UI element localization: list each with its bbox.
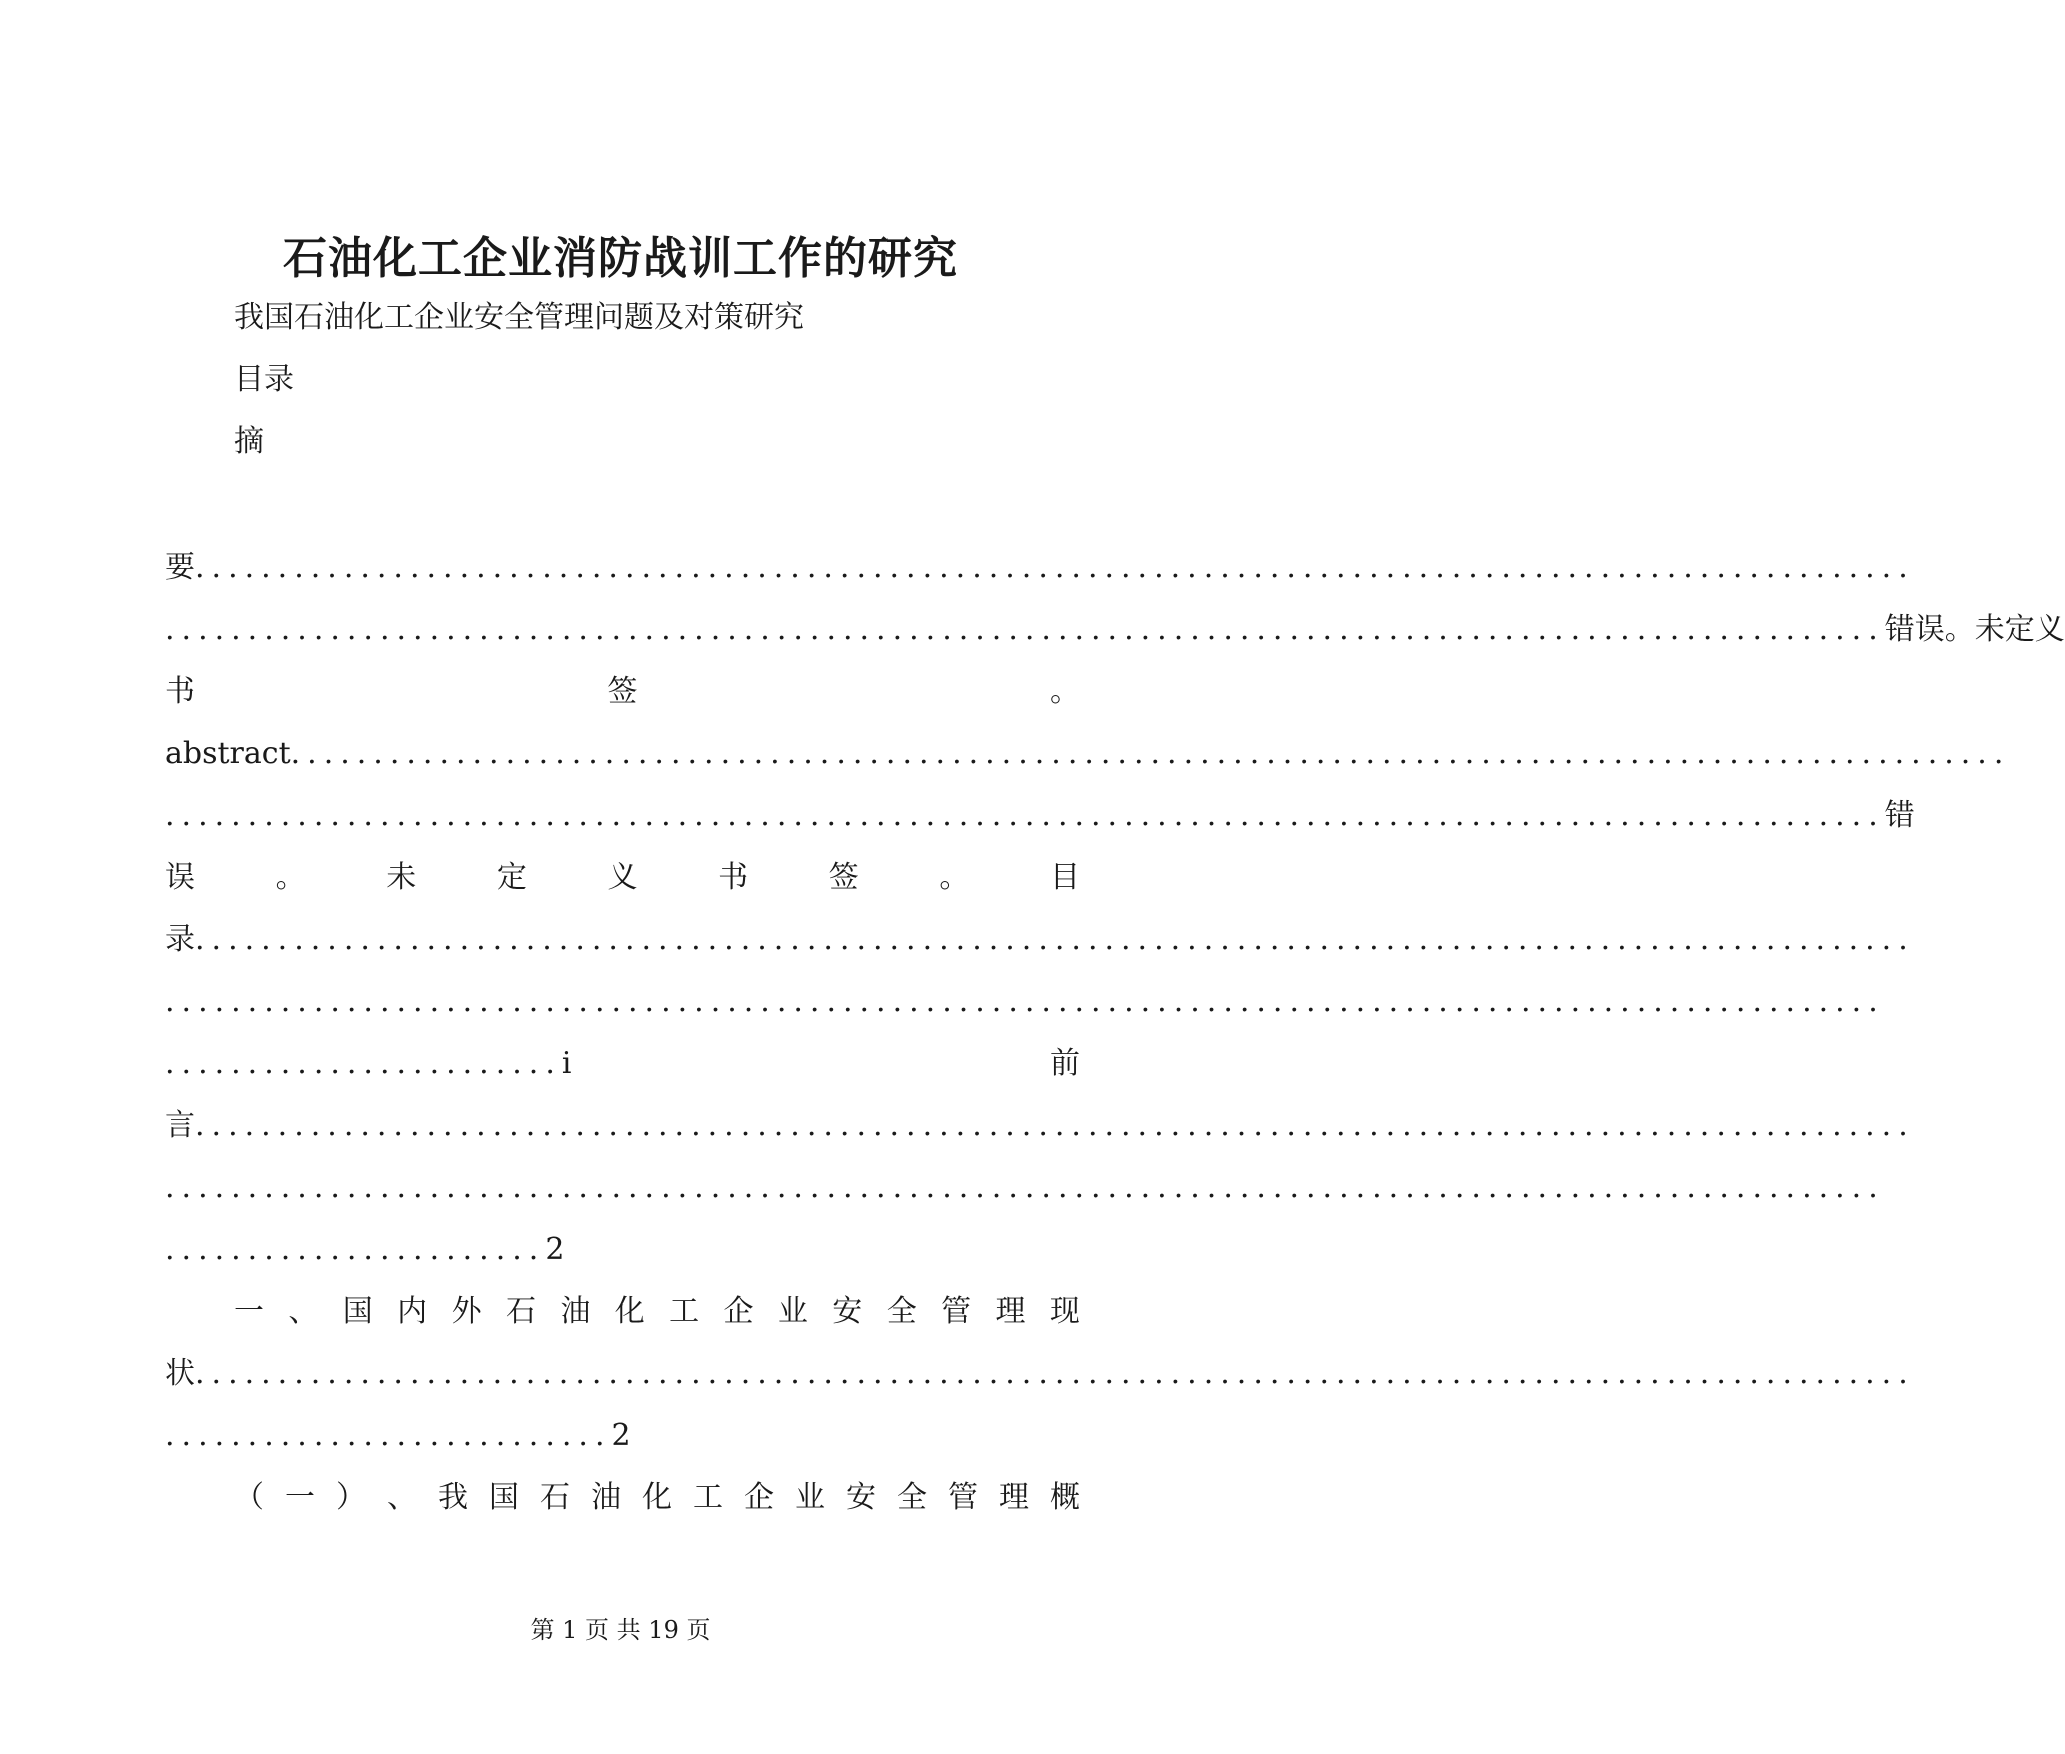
toc-leader-dots: ........................................................................................................ <box>195 550 1915 585</box>
toc-char: 企 <box>744 1480 774 1515</box>
toc-char: 工 <box>693 1480 723 1515</box>
toc-char: 误 <box>165 860 195 895</box>
toc-leader-dots: ........................................................................................................ <box>165 798 1885 833</box>
toc-char: 现 <box>1049 1294 1080 1329</box>
toc-char: 、 <box>387 1480 417 1515</box>
toc-line <box>165 610 2065 650</box>
toc-page-number: 2 <box>611 1418 631 1453</box>
toc-line <box>165 982 1885 1022</box>
toc-char: 我 <box>438 1480 468 1515</box>
toc-char: 全 <box>897 1480 927 1515</box>
toc-leader-dots: ....................... <box>165 1232 546 1267</box>
toc-char: 安 <box>846 1480 876 1515</box>
toc-char: 。 <box>1050 674 1080 709</box>
toc-char: 油 <box>560 1294 591 1329</box>
toc-char: 石 <box>505 1294 536 1329</box>
toc-char: 化 <box>642 1480 672 1515</box>
toc-leader-dots: ........................ <box>165 1046 562 1081</box>
toc-char: ） <box>336 1480 366 1515</box>
toc-char: 一 <box>285 1480 315 1515</box>
toc-line <box>165 1044 1080 1084</box>
page-footer: 第 1 页 共 19 页 <box>530 1616 711 1644</box>
toc-char: 言 <box>165 1108 195 1143</box>
toc-leader-dots: ........................................................................................................ <box>195 922 1915 957</box>
toc-char: 前 <box>1050 1046 1080 1081</box>
toc-error-text: 错误。未定义 <box>1884 612 2065 647</box>
toc-char: 安 <box>832 1294 863 1329</box>
toc-heading: 目录 <box>234 362 294 397</box>
toc-char: 错 <box>1884 798 1915 833</box>
toc-section-heading <box>234 1292 1080 1332</box>
toc-char: 义 <box>607 860 638 895</box>
toc-line <box>165 796 1915 836</box>
toc-char: 、 <box>288 1294 319 1329</box>
toc-line <box>165 1354 1915 1394</box>
document-title: 石油化工企业消防战训工作的研究 <box>283 233 958 284</box>
toc-leader-dots: ........................................................................................................ <box>165 984 1885 1019</box>
toc-leader-dots: ........................................................................................................ <box>195 1108 1915 1143</box>
toc-line <box>165 548 1915 588</box>
toc-char: 状 <box>165 1356 195 1391</box>
toc-char: 内 <box>397 1294 428 1329</box>
toc-leader-dots: ........................................................................................................ <box>165 612 1885 647</box>
toc-char: 企 <box>723 1294 754 1329</box>
toc-char: 油 <box>591 1480 621 1515</box>
toc-char: 国 <box>489 1480 519 1515</box>
toc-char: 管 <box>941 1294 972 1329</box>
toc-char: 工 <box>669 1294 700 1329</box>
toc-entry-label: 要 <box>165 550 195 585</box>
toc-char: 签 <box>607 674 638 709</box>
toc-char: 外 <box>451 1294 482 1329</box>
toc-leader-dots: ........................................................................................................ <box>290 736 2011 771</box>
toc-char: 未 <box>386 860 417 895</box>
toc-leader-dots: ........................................................................................................ <box>195 1356 1915 1391</box>
toc-char: 理 <box>995 1294 1026 1329</box>
toc-line <box>165 1416 1080 1456</box>
toc-page-number: 2 <box>545 1232 565 1267</box>
toc-char: 国 <box>342 1294 373 1329</box>
toc-line <box>165 920 1915 960</box>
toc-char: 理 <box>999 1480 1029 1515</box>
toc-char: 全 <box>886 1294 917 1329</box>
toc-char: 签 <box>828 860 859 895</box>
toc-leader-dots: ........................................................................................................ <box>165 1170 1885 1205</box>
toc-leader-dots: ........................... <box>165 1418 612 1453</box>
document-subtitle: 我国石油化工企业安全管理问题及对策研究 <box>234 300 804 335</box>
toc-char: 业 <box>795 1480 825 1515</box>
toc-char: 书 <box>718 860 749 895</box>
toc-entry-label: abstract <box>165 736 291 771</box>
toc-char: 石 <box>540 1480 570 1515</box>
toc-line <box>165 1230 1080 1270</box>
toc-char: （ <box>234 1480 264 1515</box>
toc-line <box>165 1168 1885 1208</box>
toc-line <box>165 672 1080 712</box>
abstract-char-zhai: 摘 <box>234 424 264 459</box>
toc-char: 概 <box>1050 1480 1080 1515</box>
toc-char: 管 <box>948 1480 978 1515</box>
toc-char: 定 <box>496 860 527 895</box>
toc-char: 业 <box>777 1294 808 1329</box>
toc-char: 。 <box>275 860 306 895</box>
toc-line <box>165 858 1080 898</box>
toc-page-number: i <box>561 1046 572 1081</box>
toc-char: 。 <box>939 860 970 895</box>
toc-char: 一 <box>234 1294 264 1329</box>
toc-line <box>165 1106 1915 1146</box>
toc-char: 目 <box>1050 860 1080 895</box>
toc-line <box>165 734 2011 774</box>
toc-char: 书 <box>165 674 195 709</box>
toc-char: 化 <box>614 1294 645 1329</box>
toc-char: 录 <box>165 922 195 957</box>
toc-subsection-heading <box>234 1478 1080 1518</box>
